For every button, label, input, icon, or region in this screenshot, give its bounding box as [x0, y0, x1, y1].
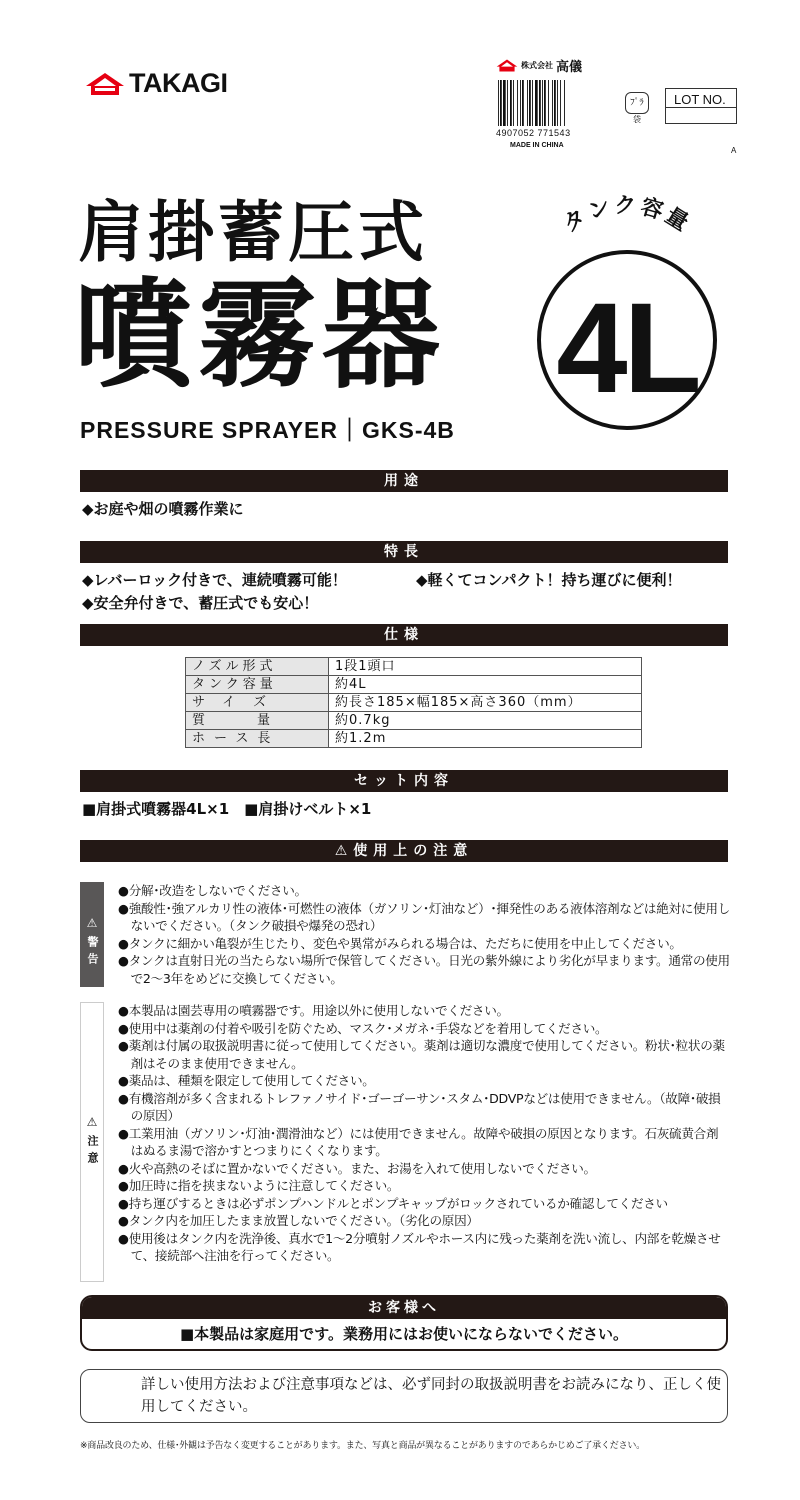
spec-key: ホース長 [186, 730, 329, 748]
usage-heading: 用途 [80, 470, 728, 492]
list-item: ●加圧時に指を挟まないように注意してください。 [118, 1178, 400, 1193]
capacity-value: 4L [556, 277, 698, 420]
table-row [186, 730, 642, 748]
spec-key: タンク容量 [186, 676, 329, 694]
barcode-bar [500, 80, 502, 126]
barcode-bar [564, 80, 565, 126]
spec-value: 約0.7kg [329, 712, 642, 730]
maker-name [496, 56, 582, 75]
recycle-pla-icon: ﾌﾟﾗ [625, 92, 649, 114]
recycle-label: 袋 [633, 115, 641, 124]
list-item: ●タンクは直射日光の当たらない場所で保管してください。日光の紫外線により劣化が早まります。通常の使用で2～3年をめどに交換してください。 [118, 953, 730, 986]
barcode-bar [507, 80, 508, 126]
barcode-bar [522, 80, 524, 126]
list-item: ●強酸性･強アルカリ性の液体･可燃性の液体（ガソリン･灯油など）･揮発性のある液体溶剤などは絶対に使用しないでください。（タンク破損や爆発の恐れ） [118, 900, 730, 933]
list-item: ●有機溶剤が多く含まれるトレファノサイド･ゴーゴーサン･スタム･DDVPなどは使用できません。（故障･破損の原因） [118, 1090, 721, 1123]
barcode-bar [552, 80, 553, 126]
list-item: ●持ち運びするときは必ずポンプハンドルとポンプキャップがロックされているか確認してください [118, 1195, 668, 1211]
footnote: ※商品改良のため、仕様･外観は予告なく変更することがあります。また、写真と商品が異なることがありますのであらかじめご了承ください。 [80, 1441, 645, 1451]
capacity-badge [520, 180, 734, 440]
features-heading: 特長 [80, 541, 728, 563]
capacity-label: タンク容量 [559, 193, 695, 238]
maker-company: 高儀 [556, 60, 583, 75]
list-item: ●本製品は園芸専用の噴霧器です。用途以外に使用しないでください。 [118, 1003, 509, 1018]
feature-item: ◆軽くてコンパクト！持ち運びに便利！ [416, 571, 682, 589]
caution-list [118, 1002, 730, 1265]
house-logo-icon [85, 72, 125, 96]
warning-tab [80, 882, 104, 987]
barcode-bar [532, 80, 533, 126]
barcode-number: 4907052 771543 [496, 128, 571, 138]
brand-logo [85, 68, 228, 99]
barcode-bar [503, 80, 506, 126]
brand-name: TAKAGI [129, 68, 228, 98]
manual-note: 詳しい使用方法および注意事項などは、必ず同封の取扱説明書をお読みになり、正しく使用してください。 [80, 1369, 728, 1423]
caution-label: 注意 [86, 1135, 99, 1169]
customer-notice [80, 1295, 728, 1351]
table-row [186, 658, 642, 676]
warning-list [118, 882, 730, 987]
made-in-label: MADE IN CHINA [510, 142, 564, 149]
barcode-bar [560, 80, 561, 126]
lot-divider [666, 107, 736, 108]
barcode-bar [535, 80, 538, 126]
barcode-bar [517, 80, 518, 126]
feature-item: ◆安全弁付きで、蓄圧式でも安心！ [82, 594, 319, 612]
spec-key: ノズル形式 [186, 658, 329, 676]
warning-triangle-icon: ⚠ [86, 916, 98, 930]
list-item: ●使用中は薬剤の付着や吸引を防ぐため、マスク･メガネ･手袋などを着用してください。 [118, 1020, 608, 1036]
corner-letter: A [731, 146, 737, 155]
barcode-bar [513, 80, 514, 126]
recycle-mark [622, 92, 652, 125]
customer-heading: お客様へ [82, 1297, 726, 1319]
customer-text: ■本製品は家庭用です。業務用にはお使いにならないでください。 [180, 1325, 628, 1343]
barcode-bar [510, 80, 512, 126]
list-item: ●タンクに細かい亀裂が生じたり、変色や異常がみられる場合は、ただちに使用を中止してください。 [118, 935, 682, 951]
list-item: ●火や高熱のそばに置かないでください。また、お湯を入れて使用しないでください。 [118, 1160, 596, 1176]
set-heading: セット内容 [80, 770, 728, 792]
warning-label: 警告 [86, 936, 99, 970]
lot-label: LOT NO. [674, 92, 726, 107]
list-item: ●薬品は、種類を限定して使用してください。 [118, 1073, 375, 1088]
lot-number-box [665, 88, 737, 124]
maker-prefix: 株式会社 [521, 61, 553, 70]
specs-heading: 仕様 [80, 624, 728, 646]
list-item: ●タンク内を加圧したまま放置しないでください。（劣化の原因） [118, 1213, 479, 1228]
barcode-bar [554, 80, 556, 126]
spec-key: 質量 [186, 712, 329, 730]
usage-text: ◆お庭や畑の噴霧作業に [82, 500, 244, 518]
feature-item: ◆レバーロック付きで、連続噴霧可能！ [82, 571, 347, 589]
product-subtitle: PRESSURE SPRAYER｜GKS-4B [80, 417, 455, 443]
barcode-bar [527, 80, 528, 126]
cautions-heading: ⚠使用上の注意 [80, 840, 728, 862]
barcode-bar [539, 80, 541, 126]
spec-key: サイズ [186, 694, 329, 712]
title-line2: 噴霧器 [74, 266, 447, 404]
list-item: ●工業用油（ガソリン･灯油･潤滑油など）には使用できません。故障や破損の原因となります。石灰硫黄合剤はぬるま湯で溶かすとつまりにくくなります。 [118, 1125, 719, 1158]
barcode-bar [498, 80, 499, 126]
house-logo-small-icon [496, 59, 518, 72]
caution-tab [80, 1002, 104, 1282]
barcode-bar [542, 80, 543, 126]
barcode-bar [529, 80, 531, 126]
barcode-bar [520, 80, 521, 126]
spec-value: 1段1頭口 [329, 658, 642, 676]
table-row [186, 694, 642, 712]
list-item: ●使用後はタンク内を洗浄後、真水で1～2分噴射ノズルやホース内に残った薬剤を洗い流し、内部を乾燥させて、接続部へ注油を行ってください。 [118, 1230, 721, 1263]
title-line1: 肩掛蓄圧式 [78, 194, 428, 271]
set-text: ■肩掛式噴霧器4L×1 ■肩掛けベルト×1 [82, 800, 372, 818]
table-row [186, 712, 642, 730]
barcode-bar [544, 80, 546, 126]
spec-value: 約1.2m [329, 730, 642, 748]
barcode-bar [548, 80, 549, 126]
barcode-image [496, 80, 596, 128]
caution-triangle-icon: ⚠ [86, 1115, 98, 1129]
specs-table [185, 657, 642, 748]
spec-value: 約4L [329, 676, 642, 694]
list-item: ●薬剤は付属の取扱説明書に従って使用してください。薬剤は適切な濃度で使用してください。粉状･粒状の薬剤はそのまま使用できません。 [118, 1038, 725, 1071]
table-row [186, 676, 642, 694]
spec-value: 約長さ185×幅185×高さ360（mm） [329, 694, 642, 712]
barcode-bar [557, 80, 558, 126]
list-item: ●分解･改造をしないでください。 [118, 883, 307, 898]
